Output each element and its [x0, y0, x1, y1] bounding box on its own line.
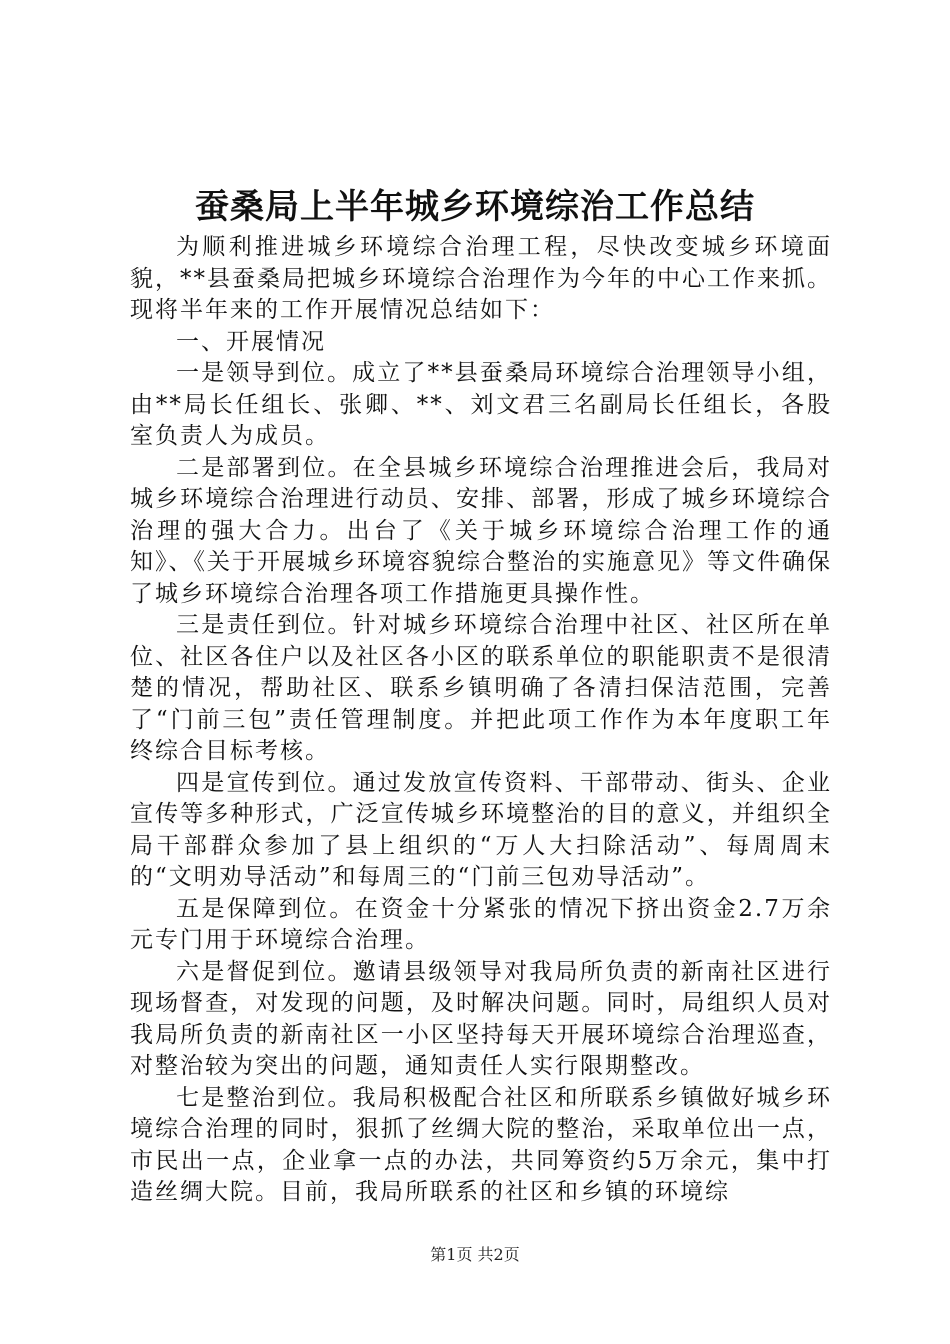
paragraph-supervision: 六是督促到位。邀请县级领导对我局所负责的新南社区进行现场督查，对发现的问题，及时解决问题。同时，局组织人员对我局所负责的新南社区一小区坚持每天开展环境综合治理巡查，对整治较为突出的问题，通知责任人实行限期整改。 [130, 958, 832, 1079]
paragraph-intro: 为顺利推进城乡环境综合治理工程，尽快改变城乡环境面貌，**县蚕桑局把城乡环境综合治理作为今年的中心工作来抓。现将半年来的工作开展情况总结如下： [130, 234, 832, 323]
document-title: 蚕桑局上半年城乡环境综治工作总结 [195, 187, 755, 227]
paragraph-deployment: 二是部署到位。在全县城乡环境综合治理推进会后，我局对城乡环境综合治理进行动员、安排、部署，形成了城乡环境综合治理的强大合力。出台了《关于城乡环境综合治理工作的通知》、《关于开展城乡环境容貌综合整治的实施意见》等文件确保了城乡环境综合治理各项工作措施更具操作性。 [130, 454, 832, 607]
section-heading: 一、开展情况 [176, 328, 326, 355]
paragraph-rectification: 七是整治到位。我局积极配合社区和所联系乡镇做好城乡环境综合治理的同时，狠抓了丝绸大院的整治，采取单位出一点，市民出一点，企业拿一点的办法，共同筹资约5万余元，集中打造丝绸大院。目前，我局所联系的社区和乡镇的环境综 [130, 1084, 832, 1205]
paragraph-responsibility: 三是责任到位。针对城乡环境综合治理中社区、社区所在单位、社区各住户以及社区各小区的联系单位的职能职责不是很清楚的情况，帮助社区、联系乡镇明确了各清扫保洁范围，完善了“门前三包”责任管理制度。并把此项工作作为本年度职工年终综合目标考核。 [130, 612, 832, 764]
paragraph-funding: 五是保障到位。在资金十分紧张的情况下挤出资金2.7万余元专门用于环境综合治理。 [130, 895, 832, 953]
paragraph-leadership: 一是领导到位。成立了**县蚕桑局环境综合治理领导小组，由**局长任组长、张卿、**、刘文君三名副局长任组长，各股室负责人为成员。 [130, 360, 832, 449]
document-body [130, 232, 832, 1209]
page-number-footer: 第1页 共2页 [430, 1245, 520, 1264]
paragraph-publicity: 四是宣传到位。通过发放宣传资料、干部带动、街头、企业宣传等多种形式，广泛宣传城乡环境整治的目的意义，并组织全局干部群众参加了县上组织的“万人大扫除活动”、每周周末的“文明劝导活动”和每周三的“门前三包劝导活动”。 [130, 769, 832, 890]
